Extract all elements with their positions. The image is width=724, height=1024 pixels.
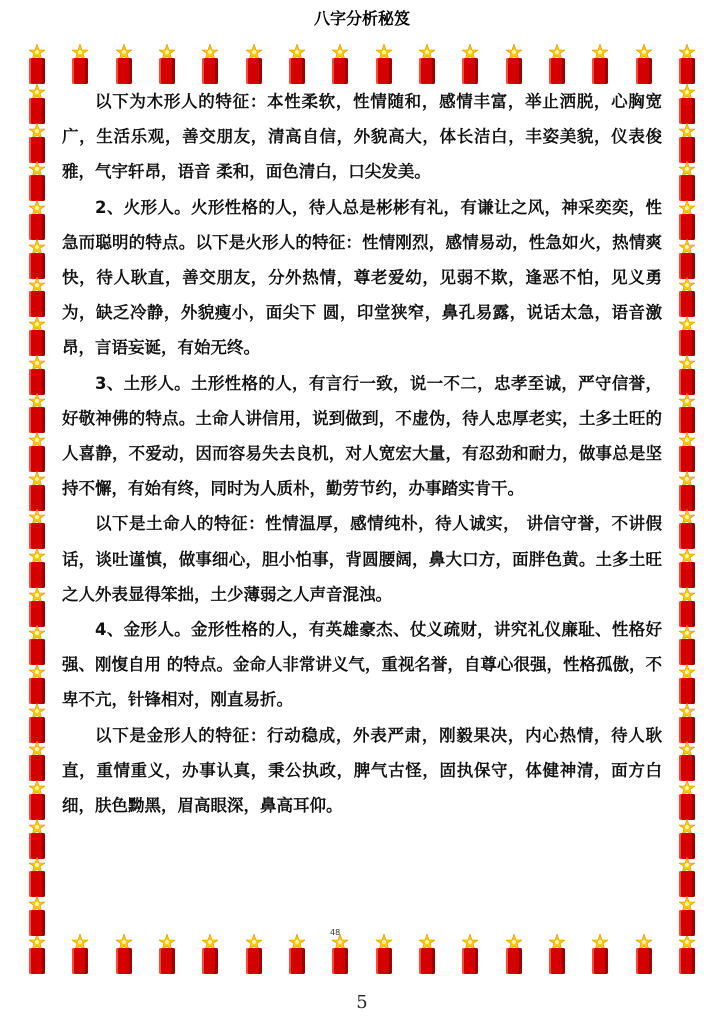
candle-icon xyxy=(22,896,52,936)
candle-icon xyxy=(195,44,225,84)
candle-icon xyxy=(672,819,702,859)
candle-icon xyxy=(22,123,52,163)
candle-icon xyxy=(585,44,615,84)
candle-icon xyxy=(672,509,702,549)
paragraph-metal-type: 4、金形人。金形性格的人，有英雄豪杰、仗义疏财，讲究礼仪廉耻、性格好强、刚愎自用 的特点。金命人非常讲义气，重视名誉，自尊心很强，性格孤傲，不卑不亢，针锋相对，刚直易折。 xyxy=(62,620,662,710)
candle-icon xyxy=(672,857,702,897)
candle-icon xyxy=(22,44,52,84)
candle-icon xyxy=(672,355,702,395)
page-number: 5 xyxy=(356,992,368,1013)
candle-icon xyxy=(325,934,355,974)
candle-icon xyxy=(65,44,95,84)
candle-icon xyxy=(672,780,702,820)
paragraph-earth-type: 3、土形人。土形性格的人，有言行一致，说一不二，忠孝至诚，严守信誉，好敬神佛的特点。土命人讲信用，说到做到，不虚伪，待人忠厚老实，土多土旺的人喜静，不爱动，因而容易失去良机，对人宽宏大量，有忍劲和耐力，做事总是坚持不懈，有始有终，同时为人质朴，勤劳节约，办事踏实肯干。 xyxy=(62,373,662,499)
candle-icon xyxy=(672,393,702,433)
candle-icon xyxy=(22,471,52,511)
candle-icon xyxy=(672,703,702,743)
candle-icon xyxy=(672,432,702,472)
candle-icon xyxy=(672,625,702,665)
candle-icon xyxy=(499,934,529,974)
small-page-number: 48 xyxy=(330,928,341,937)
candle-icon xyxy=(22,857,52,897)
candle-icon xyxy=(629,934,659,974)
candle-icon xyxy=(672,548,702,588)
candle-icon xyxy=(22,625,52,665)
candle-icon xyxy=(22,664,52,704)
candle-icon xyxy=(109,934,139,974)
candle-icon xyxy=(195,934,225,974)
candle-icon xyxy=(672,471,702,511)
candle-icon xyxy=(672,934,702,974)
candle-icon xyxy=(585,934,615,974)
candle-icon xyxy=(672,741,702,781)
document-title: 八字分析秘笈 xyxy=(313,9,410,28)
candle-icon xyxy=(22,741,52,781)
candle-icon xyxy=(152,934,182,974)
candle-icon xyxy=(22,509,52,549)
candle-icon xyxy=(22,393,52,433)
candle-icon xyxy=(672,44,702,84)
candle-icon xyxy=(239,44,269,84)
candle-icon xyxy=(22,161,52,201)
candle-icon xyxy=(22,780,52,820)
candle-icon xyxy=(672,896,702,936)
candle-icon xyxy=(65,934,95,974)
candle-icon xyxy=(325,44,355,84)
candle-icon xyxy=(455,934,485,974)
candle-icon xyxy=(672,123,702,163)
candle-icon xyxy=(672,84,702,124)
candle-icon xyxy=(455,44,485,84)
candle-icon xyxy=(672,277,702,317)
candle-icon xyxy=(22,703,52,743)
candle-icon xyxy=(672,664,702,704)
candle-icon xyxy=(22,587,52,627)
candle-icon xyxy=(629,44,659,84)
candle-icon xyxy=(412,934,442,974)
candle-icon xyxy=(22,84,52,124)
candle-icon xyxy=(22,200,52,240)
candle-icon xyxy=(22,316,52,356)
candle-icon xyxy=(22,432,52,472)
paragraph-fire-type: 2、火形人。火形性格的人，待人总是彬彬有礼，有谦让之风，神采奕奕，性急而聪明的特点。以下是火形人的特征：性情刚烈，感情易动，性急如火，热情爽快，待人耿直，善交朋友，分外热情，尊老爱幼，见弱不欺，逢恶不怕，见义勇为，缺乏冷静，外貌瘦小，面尖下 圆，印堂狭窄，鼻孔易露，说话太急，语音激昂，言语妄诞，有始无终。 xyxy=(62,197,662,358)
candle-icon xyxy=(542,934,572,974)
candle-icon xyxy=(22,934,52,974)
candle-icon xyxy=(22,548,52,588)
candle-icon xyxy=(109,44,139,84)
candle-icon xyxy=(282,44,312,84)
candle-icon xyxy=(499,44,529,84)
candle-icon xyxy=(672,161,702,201)
candle-icon xyxy=(672,316,702,356)
candle-icon xyxy=(22,277,52,317)
candle-icon xyxy=(672,587,702,627)
candle-icon xyxy=(152,44,182,84)
candle-icon xyxy=(672,200,702,240)
main-text xyxy=(62,84,662,823)
paragraph-wood-traits: 以下为木形人的特征：本性柔软，性情随和，感情丰富，举止洒脱，心胸宽广，生活乐观，善交朋友，清高自信，外貌高大，体长洁白，丰姿美貌，仪表俊雅，气宇轩昂，语音 柔和，面色清白，口尖发美。 xyxy=(62,92,662,182)
candle-icon xyxy=(542,44,572,84)
candle-icon xyxy=(282,934,312,974)
candle-icon xyxy=(239,934,269,974)
candle-icon xyxy=(22,819,52,859)
candle-icon xyxy=(369,934,399,974)
candle-icon xyxy=(22,239,52,279)
candle-icon xyxy=(412,44,442,84)
paragraph-metal-traits: 以下是金形人的特征：行动稳成，外表严肃，刚毅果决，内心热情，待人耿直，重情重义，办事认真，秉公执政，脾气古怪，固执保守，体健神清，面方白细，肤色黝黑，眉高眼深，鼻高耳仰。 xyxy=(62,725,662,816)
candle-icon xyxy=(22,355,52,395)
paragraph-earth-traits: 以下是土命人的特征：性情温厚，感情纯朴，待人诚实， 讲信守誉，不讲假话，谈吐谨慎，做事细心，胆小怕事，背圆腰阔，鼻大口方，面胖色黄。土多土旺之人外表显得笨拙，土少薄弱之人声音混浊。 xyxy=(62,514,662,604)
candle-icon xyxy=(672,239,702,279)
candle-icon xyxy=(369,44,399,84)
